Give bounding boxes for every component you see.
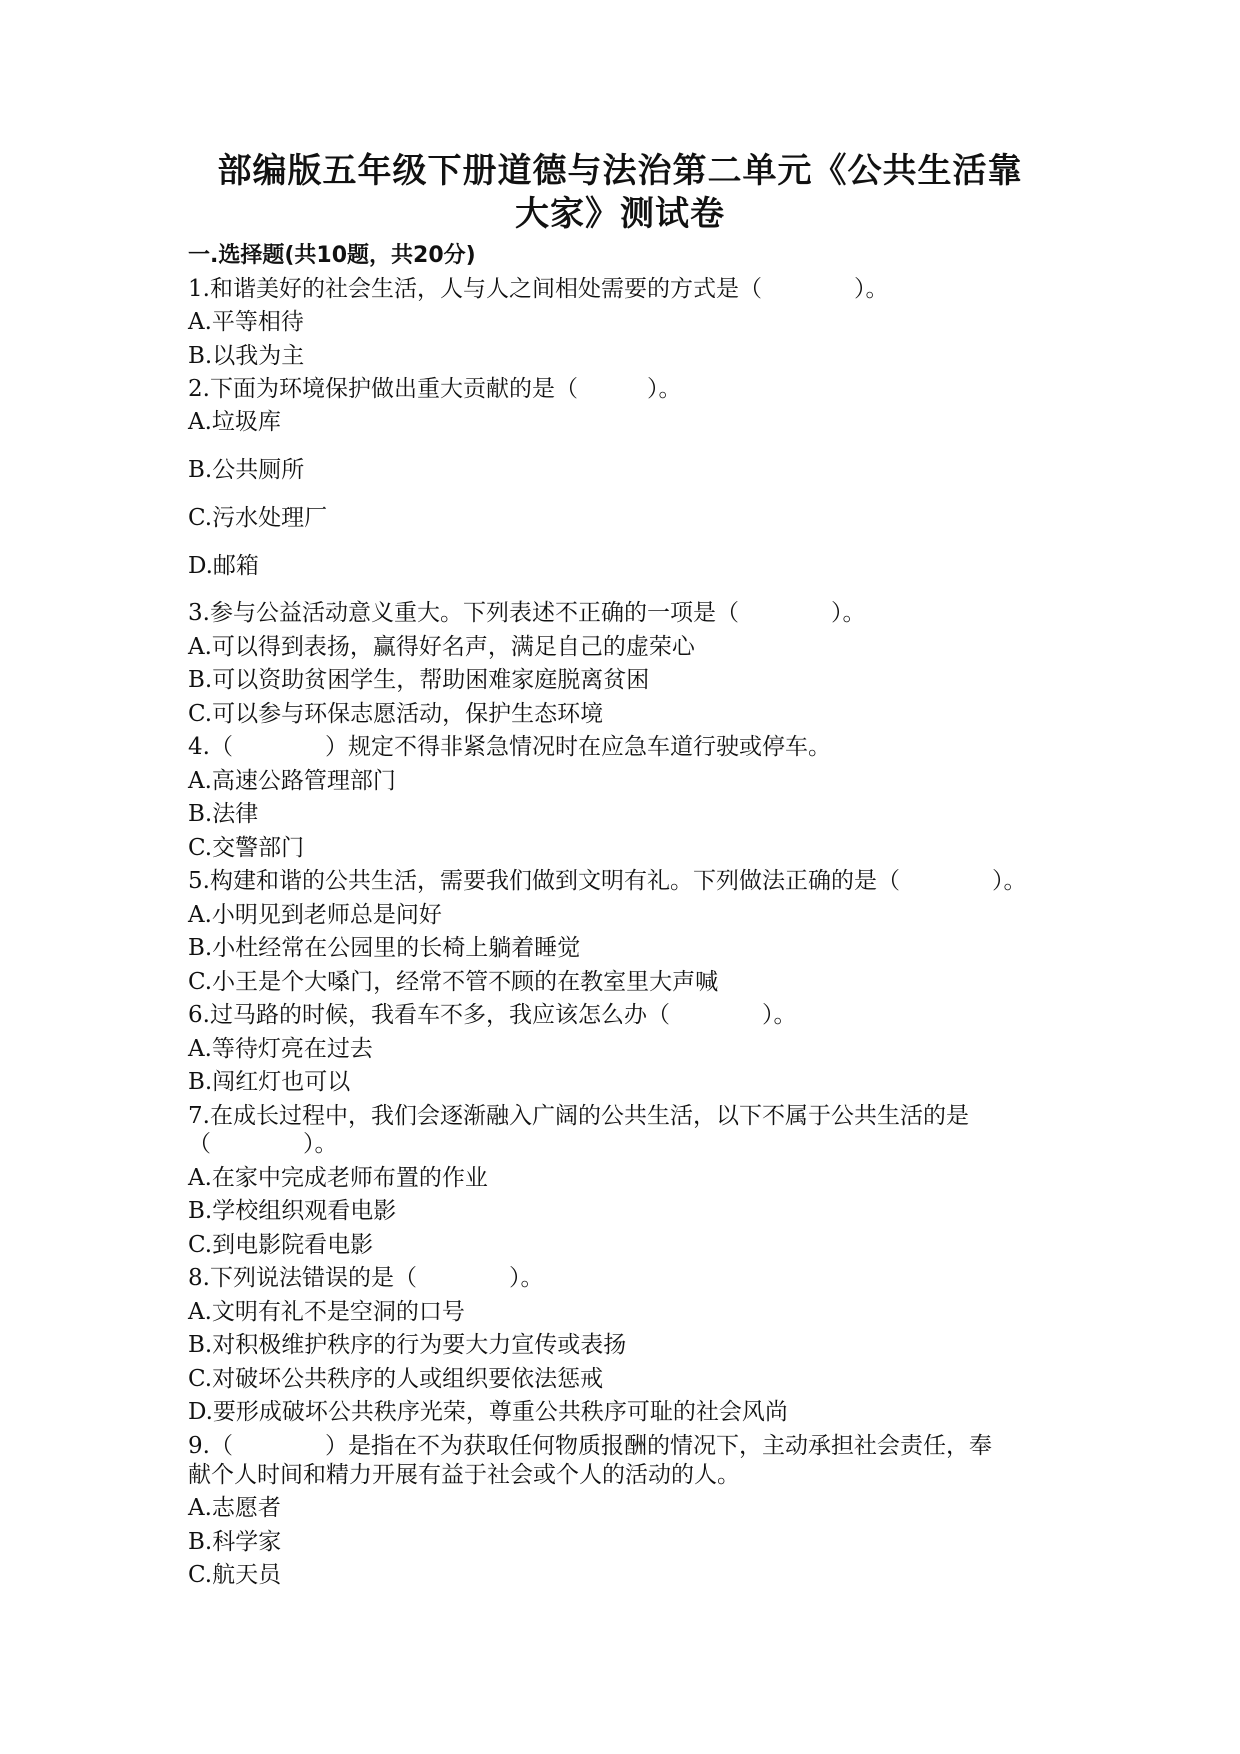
question-6-option-b: B.闯红灯也可以 (188, 1069, 351, 1095)
question-7-option-b: B.学校组织观看电影 (188, 1198, 397, 1224)
question-8-stem: 8.下列说法错误的是（ ）。 (188, 1265, 544, 1291)
document-title (170, 150, 1070, 236)
question-3-option-a: A.可以得到表扬，赢得好名声，满足自己的虚荣心 (188, 634, 695, 660)
question-2-option-a: A.垃圾库 (188, 409, 281, 435)
question-9-option-b: B.科学家 (188, 1529, 282, 1555)
question-4-option-b: B.法律 (188, 801, 259, 827)
question-5-option-b: B.小杜经常在公园里的长椅上躺着睡觉 (188, 935, 581, 961)
question-7-stem-line-2: （ ）。 (188, 1131, 338, 1157)
question-9-stem-line-1: 9.（ ）是指在不为获取任何物质报酬的情况下，主动承担社会责任，奉 (188, 1433, 992, 1459)
question-9-option-c: C.航天员 (188, 1562, 282, 1588)
question-3-option-b: B.可以资助贫困学生，帮助困难家庭脱离贫困 (188, 667, 650, 693)
question-4-option-c: C.交警部门 (188, 835, 305, 861)
document-title-line-1: 部编版五年级下册道德与法治第二单元《公共生活靠 (217, 151, 1023, 191)
question-1-option-a: A.平等相待 (188, 309, 304, 335)
question-8-option-b: B.对积极维护秩序的行为要大力宣传或表扬 (188, 1332, 627, 1358)
question-2-option-b: B.公共厕所 (188, 457, 305, 483)
question-3-stem: 3.参与公益活动意义重大。下列表述不正确的一项是（ ）。 (188, 600, 866, 626)
question-8-option-a: A.文明有礼不是空洞的口号 (188, 1299, 465, 1325)
question-6-option-a: A.等待灯亮在过去 (188, 1036, 373, 1062)
section-heading-multiple-choice: 一.选择题(共10题，共20分) (188, 243, 476, 268)
question-7-stem-line-1: 7.在成长过程中，我们会逐渐融入广阔的公共生活，以下不属于公共生活的是 (188, 1103, 969, 1129)
question-1-stem: 1.和谐美好的社会生活，人与人之间相处需要的方式是（ ）。 (188, 276, 889, 302)
question-8-option-d: D.要形成破坏公共秩序光荣，尊重公共秩序可耻的社会风尚 (188, 1399, 788, 1425)
question-7-option-c: C.到电影院看电影 (188, 1232, 374, 1258)
question-7-option-a: A.在家中完成老师布置的作业 (188, 1165, 488, 1191)
question-3-option-c: C.可以参与环保志愿活动，保护生态环境 (188, 701, 604, 727)
question-5-option-a: A.小明见到老师总是问好 (188, 902, 442, 928)
question-4-option-a: A.高速公路管理部门 (188, 768, 396, 794)
question-2-stem: 2.下面为环境保护做出重大贡献的是（ ）。 (188, 376, 682, 402)
question-5-stem: 5.构建和谐的公共生活，需要我们做到文明有礼。下列做法正确的是（ ）。 (188, 868, 1027, 894)
question-2-option-c: C.污水处理厂 (188, 505, 328, 531)
question-8-option-c: C.对破坏公共秩序的人或组织要依法惩戒 (188, 1366, 604, 1392)
question-9-stem-line-2: 献个人时间和精力开展有益于社会或个人的活动的人。 (188, 1462, 740, 1488)
question-5-option-c: C.小王是个大嗓门，经常不管不顾的在教室里大声喊 (188, 969, 719, 995)
question-9-option-a: A.志愿者 (188, 1495, 281, 1521)
question-2-option-d: D.邮箱 (188, 553, 259, 579)
document-title-line-2: 大家》测试卷 (515, 194, 725, 234)
question-4-stem: 4.（ ）规定不得非紧急情况时在应急车道行驶或停车。 (188, 734, 831, 760)
question-1-option-b: B.以我为主 (188, 343, 305, 369)
question-6-stem: 6.过马路的时候，我看车不多，我应该怎么办（ ）。 (188, 1002, 797, 1028)
